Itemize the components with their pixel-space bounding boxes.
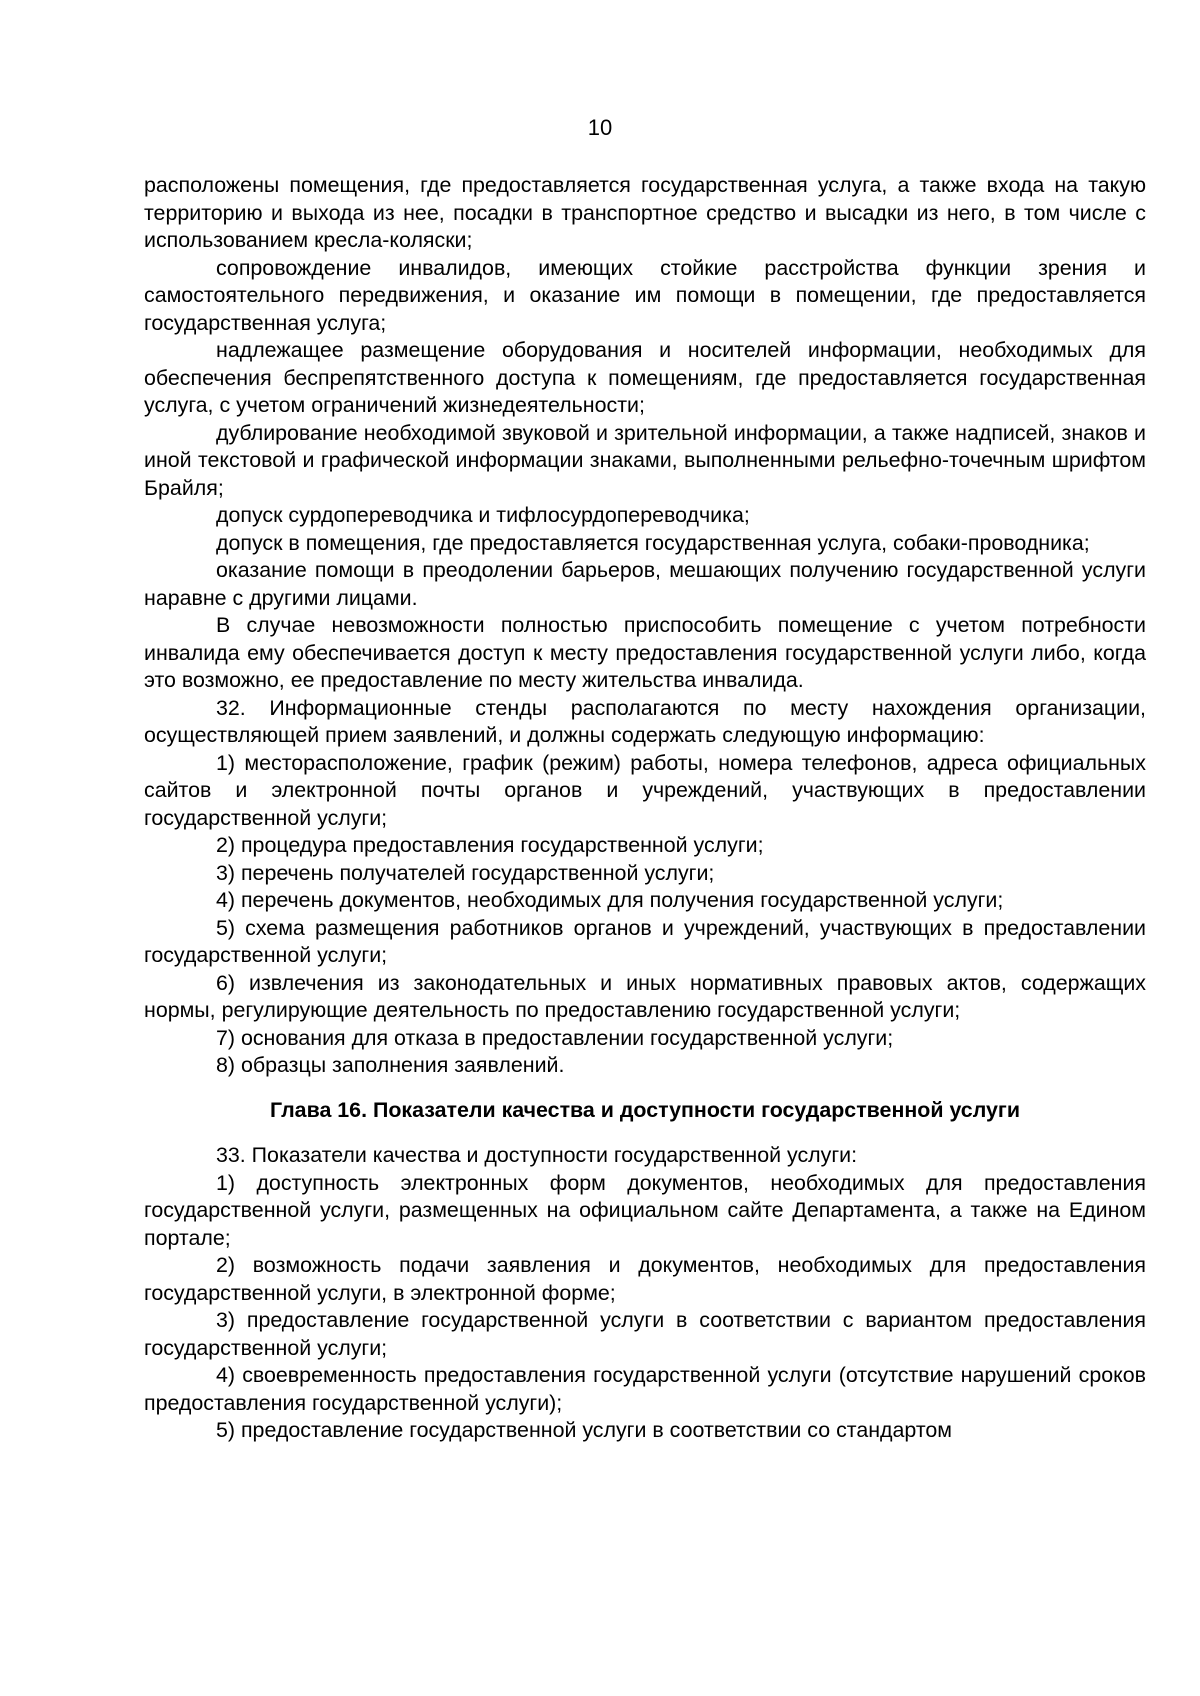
paragraph: дублирование необходимой звуковой и зрительной информации, а также надписей, знаков и иной текстовой и графической информации знаками, выполненными рельефно-точечным шрифтом Брайля; xyxy=(144,420,1146,500)
paragraph: оказание помощи в преодолении барьеров, мешающих получению государственной услуги наравне с другими лицами. xyxy=(144,558,1146,610)
paragraph: расположены помещения, где предоставляется государственная услуга, а также входа на такую территорию и выхода из нее, посадки в транспортное средство и высадки из него, в том числе с использованием кресла-коляски; xyxy=(144,173,1146,252)
list-item: 4) своевременность предоставления государственной услуги (отсутствие нарушений сроков предоставления государственной услуги); xyxy=(144,1363,1146,1415)
page-number: 10 xyxy=(587,115,613,140)
paragraph: сопровождение инвалидов, имеющих стойкие расстройства функции зрения и самостоятельного передвижения, и оказание им помощи в помещении, где предоставляется государственная услуга; xyxy=(144,255,1146,335)
paragraph: допуск сурдопереводчика и тифлосурдопереводчика; xyxy=(216,503,750,527)
list-item: 1) месторасположение, график (режим) работы, номера телефонов, адреса официальных сайтов и электронной почты органов и учреждений, участвующих в предоставлении государственной услуги; xyxy=(144,750,1146,830)
list-item: 4) перечень документов, необходимых для получения государственной услуги; xyxy=(216,888,1004,912)
list-item: 6) извлечения из законодательных и иных нормативных правовых актов, содержащих нормы, регулирующие деятельность по предоставлению государственной услуги; xyxy=(144,970,1146,1022)
paragraphs-bottom xyxy=(144,1142,1146,1445)
document-body xyxy=(144,172,1146,1445)
list-item: 5) предоставление государственной услуги в соответствии со стандартом xyxy=(216,1418,953,1442)
list-item: 7) основания для отказа в предоставлении государственной услуги; xyxy=(216,1025,894,1050)
chapter-heading: Глава 16. Показатели качества и доступности государственной услуги xyxy=(270,1097,1020,1122)
paragraph: надлежащее размещение оборудования и носителей информации, необходимых для обеспечения беспрепятственного доступа к помещениям, где предоставляется государственная услуга, с учетом ограничений жизнедеятельности; xyxy=(144,338,1146,417)
paragraphs-top xyxy=(144,172,1146,1080)
list-item: 3) перечень получателей государственной услуги; xyxy=(216,860,715,885)
paragraph: 33. Показатели качества и доступности государственной услуги: xyxy=(216,1143,858,1167)
paragraph: 32. Информационные стенды располагаются по месту нахождения организации, осуществляющей прием заявлений, и должны содержать следующую информацию: xyxy=(144,695,1146,747)
list-item: 8) образцы заполнения заявлений. xyxy=(216,1053,565,1077)
list-item: 5) схема размещения работников органов и учреждений, участвующих в предоставлении государственной услуги; xyxy=(144,915,1146,967)
list-item: 1) доступность электронных форм документов, необходимых для предоставления государственной услуги, размещенных на официальном сайте Департамента, а также на Едином портале; xyxy=(144,1170,1146,1250)
paragraph: допуск в помещения, где предоставляется государственная услуга, собаки-проводника; xyxy=(216,530,1090,555)
list-item: 3) предоставление государственной услуги в соответствии с вариантом предоставления государственной услуги; xyxy=(144,1308,1146,1360)
list-item: 2) процедура предоставления государственной услуги; xyxy=(216,833,764,857)
list-item: 2) возможность подачи заявления и документов, необходимых для предоставления государственной услуги, в электронной форме; xyxy=(144,1253,1146,1305)
paragraph: В случае невозможности полностью приспособить помещение с учетом потребности инвалида ему обеспечивается доступ к месту предоставления государственной услуги либо, когда это возможно, ее предоставление по месту жительства инвалида. xyxy=(144,613,1146,692)
